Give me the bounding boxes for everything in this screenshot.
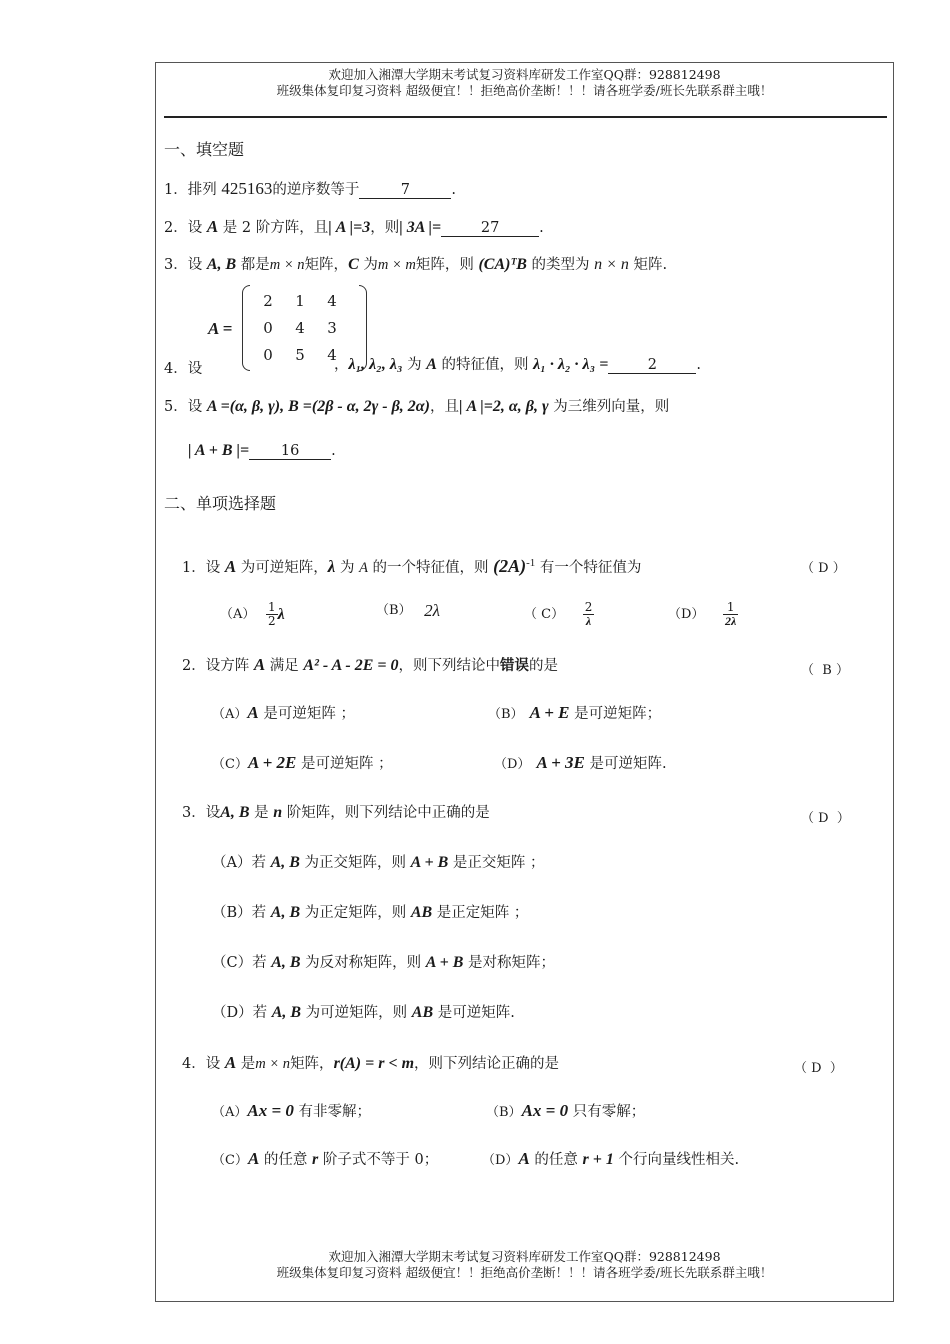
section-1-title: 一、填空题 [164, 140, 245, 159]
choice-3-option-b: （B）若 A, B 为正定矩阵，则 AB 是正定矩阵 ； [212, 904, 529, 921]
left-paren [242, 285, 250, 371]
fill-question-5-answer: | A + B |= 16 . [188, 442, 336, 459]
choice-answer-3: （ D ） [801, 811, 850, 826]
choice-question-4: 4．设 A 是m × n矩阵，r(A) = r < m，则下列结论正确的是 [182, 1053, 560, 1072]
fill-question-1: 1．排列 425163的逆序数等于 7 . [164, 179, 456, 198]
choice-1-option-d: （D） $\frac{1}{2\lambda}$ [668, 600, 737, 628]
choice-answer-2: （ B ） [801, 663, 849, 678]
answer-blank: 7 [359, 182, 451, 199]
matrix-A: 2 1 4 0 4 3 0 5 4 [242, 285, 367, 371]
choice-3-option-d: （D）若 A, B 为可逆矩阵，则 AB 是可逆矩阵. [212, 1004, 515, 1021]
fill-question-4-label: 4．设 [164, 361, 203, 377]
choice-4-option-c: （C）A 的任意 r 阶子式不等于 0； [212, 1149, 439, 1168]
fill-question-4: ，λ₁, λ₂, λ₃ 为 A 的特征值，则 λ₁ · λ₂ · λ₃ = 2 . [334, 356, 701, 373]
choice-question-2: 2．设方阵 A 满足 A² - A - 2E = 0，则下列结论中错误的是 [182, 655, 559, 674]
fill-question-2: 2．设 A 是 2 阶方阵，且| A |=3，则| 3A |= 27 . [164, 217, 544, 236]
footer-line-1: 欢迎加入湘潭大学期末考试复习资料库研发工作室QQ群：928812498 [328, 1249, 721, 1264]
exam-page [155, 62, 894, 1302]
choice-1-option-a: （A） $\frac{1}{2}$ λ [220, 600, 285, 628]
choice-answer-4: （ D ） [794, 1061, 843, 1076]
answer-blank: 27 [441, 220, 539, 237]
section-2-title: 二、单项选择题 [164, 494, 277, 513]
choice-3-option-c: （C）若 A, B 为反对称矩阵，则 A + B 是对称矩阵； [212, 954, 555, 971]
choice-2-option-d: （D） A + 3E 是可逆矩阵. [494, 753, 667, 772]
header-line-2: 班级集体复印复习资料 超级便宜！！拒绝高价垄断！！！请各班学委/班长先联系群主哦！ [276, 83, 773, 98]
answer-blank: 16 [249, 443, 331, 460]
choice-2-option-c: （C）A + 2E 是可逆矩阵 ； [212, 753, 393, 772]
choice-question-1: 1．设 A 为可逆矩阵，λ 为 A 的一个特征值，则 $(2A)^{-1}$ 有一个特征值为 [182, 555, 642, 576]
choice-4-option-d: （D）A 的任意 r + 1 个行向量线性相关. [482, 1149, 740, 1168]
answer-blank: 2 [608, 357, 696, 374]
choice-2-option-b: （B） A + E 是可逆矩阵； [488, 703, 662, 722]
choice-3-option-a: （A）若 A, B 为正交矩阵，则 A + B 是正交矩阵 ； [212, 854, 545, 871]
fill-question-5: 5．设 A =(α, β, γ), B =(2β - α, 2γ - β, 2α)，且| A |=2, α, β, γ 为三维列向量，则 [164, 398, 670, 415]
choice-4-option-a: （A）Ax = 0 有非零解； [212, 1101, 372, 1120]
footer-line-2: 班级集体复印复习资料 超级便宜！！拒绝高价垄断！！！请各班学委/班长先联系群主哦！ [276, 1265, 773, 1280]
choice-answer-1: （ D ） [801, 561, 846, 576]
header-rule [164, 116, 887, 118]
fill-question-3: 3．设 A, B 都是m × n矩阵，C 为m × m矩阵，则 (CA)ᵀB 的类型为 n × n 矩阵. [164, 256, 668, 273]
header-line-1: 欢迎加入湘潭大学期末考试复习资料库研发工作室QQ群：928812498 [328, 67, 721, 82]
choice-1-option-b: （B） 2λ [376, 601, 441, 620]
choice-1-option-c: （ C） $\frac{2}{\lambda}$ [524, 600, 593, 628]
choice-4-option-b: （B）Ax = 0 只有零解； [486, 1101, 646, 1120]
matrix-label: A = [208, 319, 233, 338]
choice-2-option-a: （A）A 是可逆矩阵 ； [212, 703, 355, 722]
choice-question-3: 3．设A, B 是 n 阶矩阵，则下列结论中正确的是 [182, 804, 490, 821]
